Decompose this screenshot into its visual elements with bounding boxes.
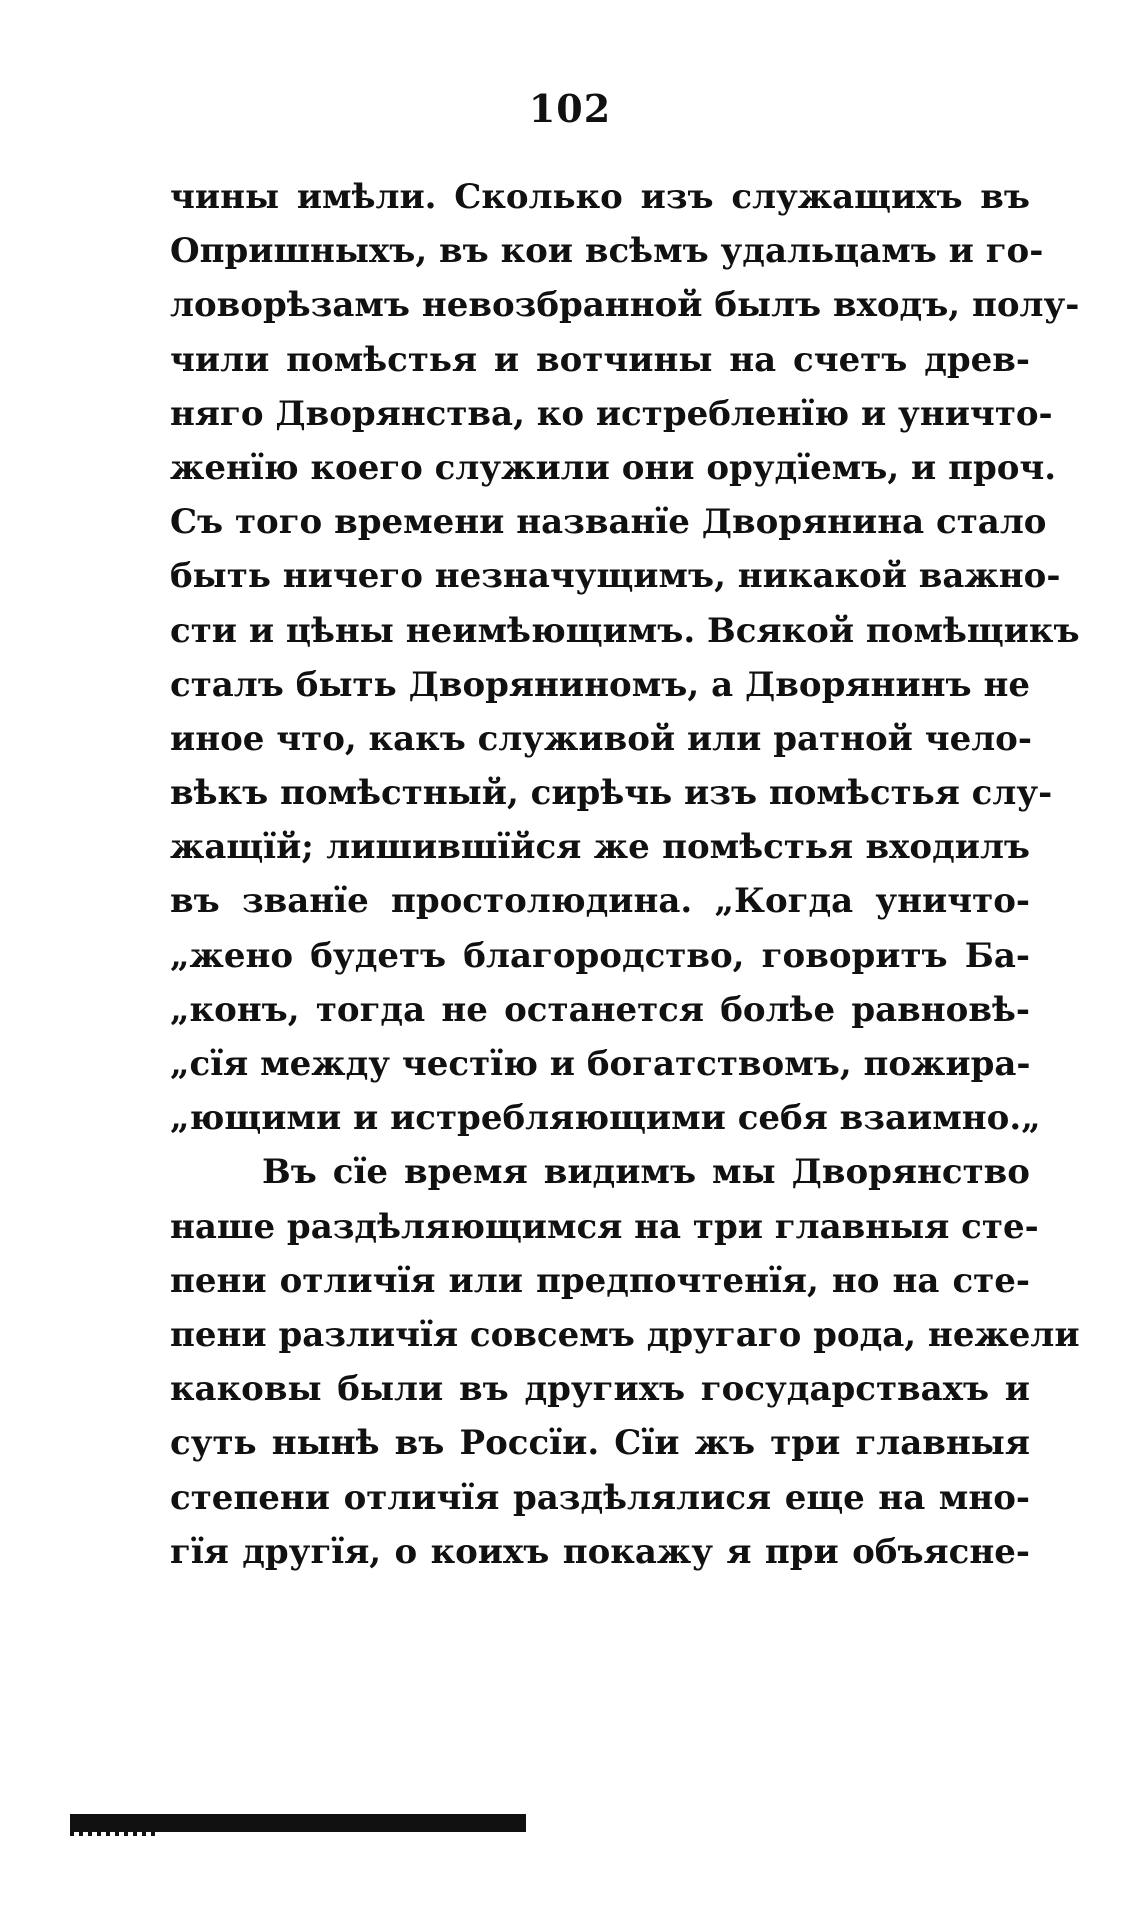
text-line: вѣкъ помѣстный, сирѣчь изъ помѣстья слу- <box>170 773 1053 814</box>
text-line: степени отличїя раздѣлялися еще на мно- <box>170 1477 1030 1518</box>
text-line: Съ того времени названїе Дворянина стало <box>170 502 1047 543</box>
body-text <box>170 170 1080 1579</box>
text-line: няго Дворянства, ко истребленїю и уничто- <box>170 393 1053 434</box>
text-line: наше раздѣляющимся на три главныя сте- <box>170 1206 1039 1247</box>
text-line: Опришныхъ, въ кои всѣмъ удальцамъ и го- <box>170 231 1044 272</box>
text-line: женїю коего служили они орудїемъ, и проч. <box>170 447 1057 488</box>
text-line: „конъ, тогда не останется болѣе равновѣ- <box>170 989 1030 1030</box>
text-line: чили помѣстья и вотчины на счетъ древ- <box>170 339 1030 380</box>
text-line: жащїй; лишившїйся же помѣстья входилъ <box>170 827 1030 868</box>
text-line: сталъ быть Дворяниномъ, а Дворянинъ не <box>170 664 1030 705</box>
text-line: „сїя между честїю и богатствомъ, пожира- <box>170 1044 1031 1084</box>
page-number: 102 <box>528 86 612 131</box>
footer-rule <box>70 1814 526 1832</box>
text-line: чины имѣли. Сколько изъ служащихъ въ <box>170 177 1030 217</box>
text-line: каковы были въ другихъ государствахъ и <box>170 1369 1030 1410</box>
text-line: пени отличїя или предпочтенїя, но на сте- <box>170 1260 1030 1301</box>
text-line: сти и цѣны неимѣющимъ. Всякой помѣщикъ <box>170 610 1080 651</box>
text-line: быть ничего незначущимъ, никакой важно- <box>170 556 1061 597</box>
text-line: въ званїе простолюдина. „Когда уничто- <box>170 881 1030 922</box>
text-line: „ющими и истребляющими себя взаимно.„ <box>170 1098 1041 1139</box>
text-line: ловорѣзамъ невозбранной былъ входъ, полу- <box>170 285 1080 326</box>
text-line: суть нынѣ въ Россїи. Сїи жъ три главныя <box>170 1423 1030 1464</box>
text-line: Въ сїе время видимъ мы Дворянство <box>262 1152 1030 1193</box>
text-line: „жено будетъ благородство, говоритъ Ба- <box>170 935 1030 976</box>
text-line: иное что, какъ служивой или ратной чело- <box>170 718 1032 759</box>
text-line: пени различїя совсемъ другаго рода, нежели <box>170 1314 1080 1355</box>
text-line: гїя другїя, о коихъ покажу я при объясне- <box>170 1531 1030 1572</box>
